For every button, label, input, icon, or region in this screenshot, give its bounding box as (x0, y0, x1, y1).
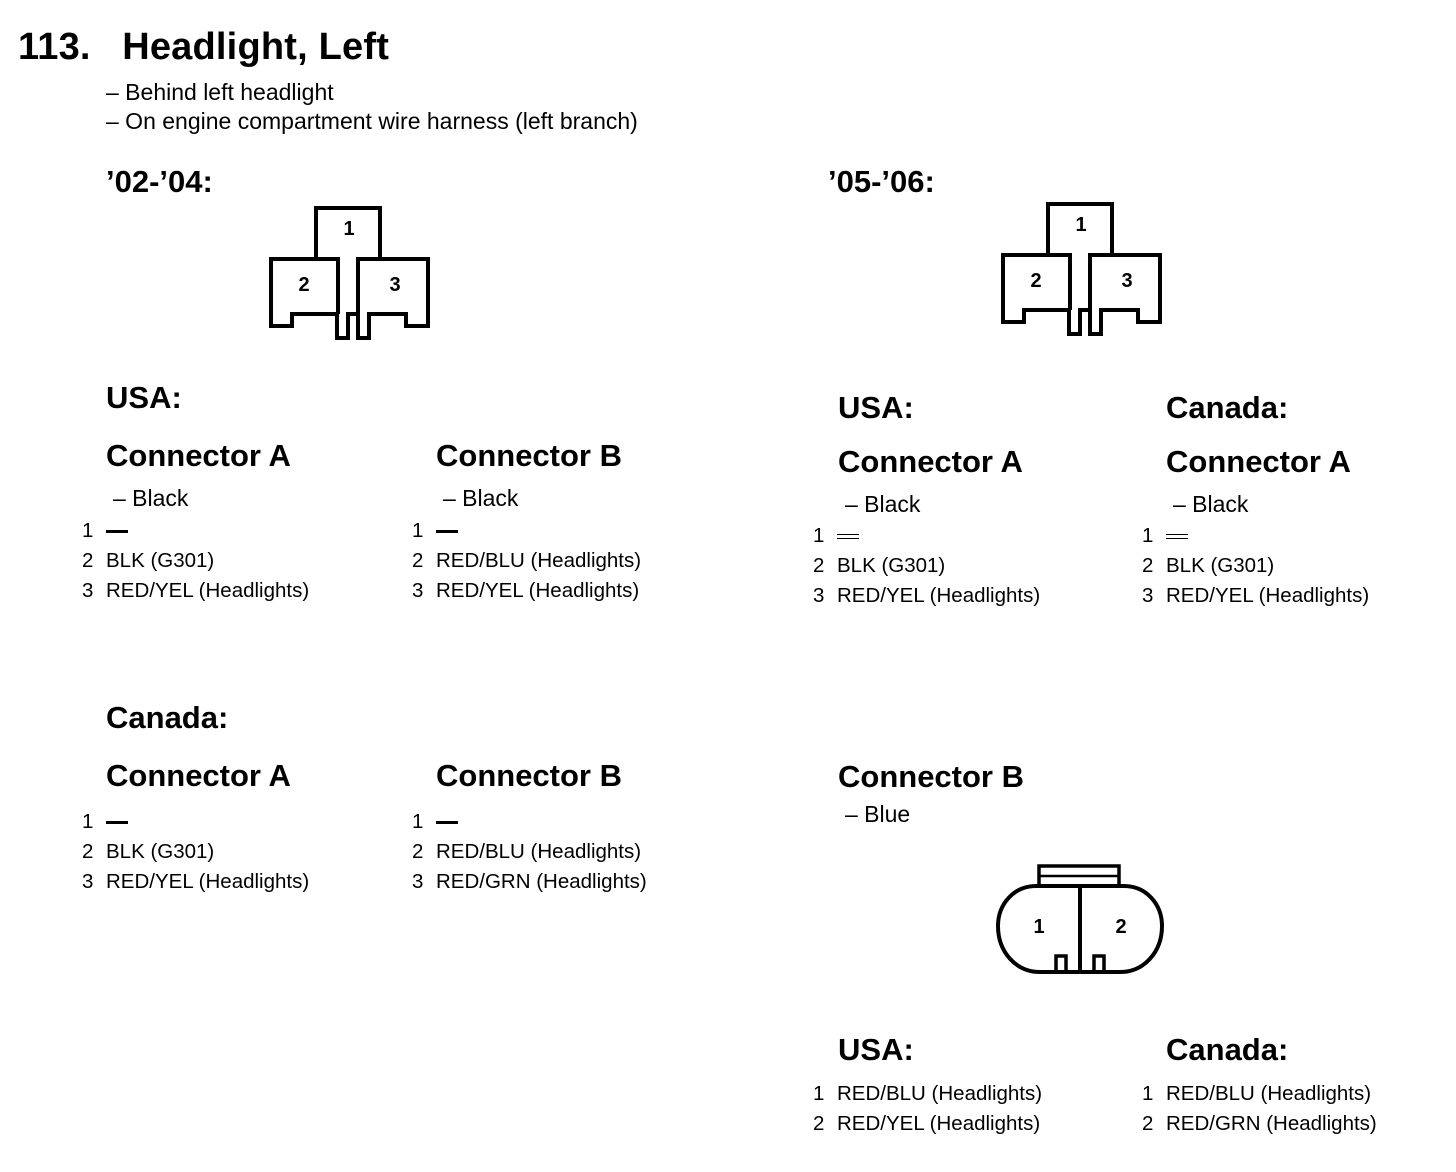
pin-list (813, 1079, 1042, 1139)
connector-color: – Blue (845, 801, 911, 827)
pin-row (82, 867, 309, 897)
wire-label: RED/GRN (Headlights) (1166, 1112, 1377, 1135)
pin-number: 2 (813, 1112, 825, 1135)
wire-label: BLK (G301) (106, 840, 215, 863)
diagram-pin-label: 3 (389, 274, 401, 296)
connector-diagram-3pin-02-04 (266, 204, 434, 344)
diagram-pin-label: 1 (343, 218, 355, 240)
pin-number: 3 (82, 579, 94, 602)
wire-label: RED/YEL (Headlights) (1166, 584, 1370, 607)
region-label-usa: USA: (838, 390, 914, 425)
wire-label: RED/BLU (Headlights) (436, 840, 642, 863)
pin-row (813, 521, 1040, 551)
pin-list (1142, 1079, 1377, 1139)
diagram-pin-label: 2 (1030, 270, 1042, 292)
pin-row (813, 581, 1040, 611)
connector-color: – Black (443, 485, 519, 511)
wire-label: BLK (G301) (1166, 554, 1275, 577)
pin-number: 3 (1142, 584, 1154, 607)
wire-label: RED/YEL (Headlights) (837, 584, 1041, 607)
pin-row (813, 551, 1040, 581)
connector-b-title: Connector B (436, 438, 622, 473)
location-list (106, 78, 638, 136)
diagram-pin-label: 3 (1121, 270, 1133, 292)
no-wire-dash (436, 821, 458, 824)
year-range-label-02-04: ’02-’04: (106, 164, 213, 199)
connector-diagram-3pin-05-06 (998, 200, 1166, 340)
no-wire-dash (1166, 534, 1188, 539)
no-wire-dash (106, 530, 128, 533)
region-label-usa: USA: (106, 380, 182, 415)
pin-number: 1 (412, 810, 424, 833)
pin-row (412, 546, 641, 576)
year-range-label-05-06: ’05-’06: (828, 164, 935, 199)
pin-row (412, 867, 647, 897)
pin-row (82, 837, 309, 867)
no-wire-dash (837, 534, 859, 539)
connector-a-title: Connector A (838, 444, 1023, 479)
wire-label: RED/YEL (Headlights) (436, 579, 640, 602)
pin-row (82, 546, 309, 576)
connector-diagram-2pin (994, 862, 1166, 978)
pin-row (1142, 1109, 1377, 1139)
pin-number: 1 (813, 1082, 825, 1105)
pin-number: 1 (1142, 1082, 1154, 1105)
diagram-pin-label: 1 (1075, 214, 1087, 236)
pin-row (412, 807, 647, 837)
pin-number: 3 (82, 870, 94, 893)
region-label-usa: USA: (838, 1032, 914, 1067)
pin-number: 2 (82, 840, 94, 863)
connector-color: – Black (845, 491, 921, 517)
pin-number: 3 (412, 870, 424, 893)
pin-row (412, 576, 641, 606)
diagram-pin-label: 2 (1115, 916, 1127, 938)
pin-number: 3 (813, 584, 825, 607)
wire-label: RED/GRN (Headlights) (436, 870, 647, 893)
pin-row (82, 576, 309, 606)
connector-a-title: Connector A (106, 438, 291, 473)
wire-label: RED/YEL (Headlights) (837, 1112, 1041, 1135)
wire-label: RED/BLU (Headlights) (436, 549, 642, 572)
pin-row (1142, 521, 1369, 551)
connector-color: – Black (113, 485, 189, 511)
wire-label: BLK (G301) (106, 549, 215, 572)
pin-list (412, 807, 647, 897)
pin-list (412, 516, 641, 606)
pin-number: 2 (82, 549, 94, 572)
diagram-pin-label: 2 (298, 274, 310, 296)
connector-b-title: Connector B (838, 759, 1024, 794)
page-number: 113. (18, 26, 91, 68)
pin-list (82, 807, 309, 897)
pin-number: 2 (412, 840, 424, 863)
pin-row (813, 1079, 1042, 1109)
region-label-canada: Canada: (106, 700, 229, 735)
pin-row (82, 516, 309, 546)
page-title (18, 26, 389, 69)
region-label-canada: Canada: (1166, 1032, 1289, 1067)
pin-number: 2 (1142, 1112, 1154, 1135)
region-label-canada: Canada: (1166, 390, 1289, 425)
pin-number: 1 (813, 524, 825, 547)
pin-list (813, 521, 1040, 611)
location-item: – Behind left headlight (106, 79, 334, 105)
pin-row (1142, 1079, 1377, 1109)
pin-number: 3 (412, 579, 424, 602)
connector-b-title: Connector B (436, 758, 622, 793)
connector-color: – Black (1173, 491, 1249, 517)
pin-row (82, 807, 309, 837)
location-item: – On engine compartment wire harness (left branch) (106, 108, 638, 134)
wire-label: RED/BLU (Headlights) (1166, 1082, 1372, 1105)
pin-list (82, 516, 309, 606)
page-title-text: Headlight, Left (122, 26, 390, 68)
no-wire-dash (436, 530, 458, 533)
pin-number: 2 (1142, 554, 1154, 577)
pin-row (412, 837, 647, 867)
wire-label: RED/BLU (Headlights) (837, 1082, 1043, 1105)
pin-number: 1 (412, 519, 424, 542)
connector-a-title: Connector A (1166, 444, 1351, 479)
pin-row (813, 1109, 1042, 1139)
pin-row (1142, 581, 1369, 611)
pin-number: 2 (412, 549, 424, 572)
wire-label: RED/YEL (Headlights) (106, 870, 310, 893)
no-wire-dash (106, 821, 128, 824)
pin-row (1142, 551, 1369, 581)
pin-number: 2 (813, 554, 825, 577)
pin-number: 1 (82, 810, 94, 833)
wire-label: BLK (G301) (837, 554, 946, 577)
connector-a-title: Connector A (106, 758, 291, 793)
diagram-pin-label: 1 (1033, 916, 1045, 938)
pin-number: 1 (1142, 524, 1154, 547)
pin-list (1142, 521, 1369, 611)
wire-label: RED/YEL (Headlights) (106, 579, 310, 602)
pin-row (412, 516, 641, 546)
pin-number: 1 (82, 519, 94, 542)
